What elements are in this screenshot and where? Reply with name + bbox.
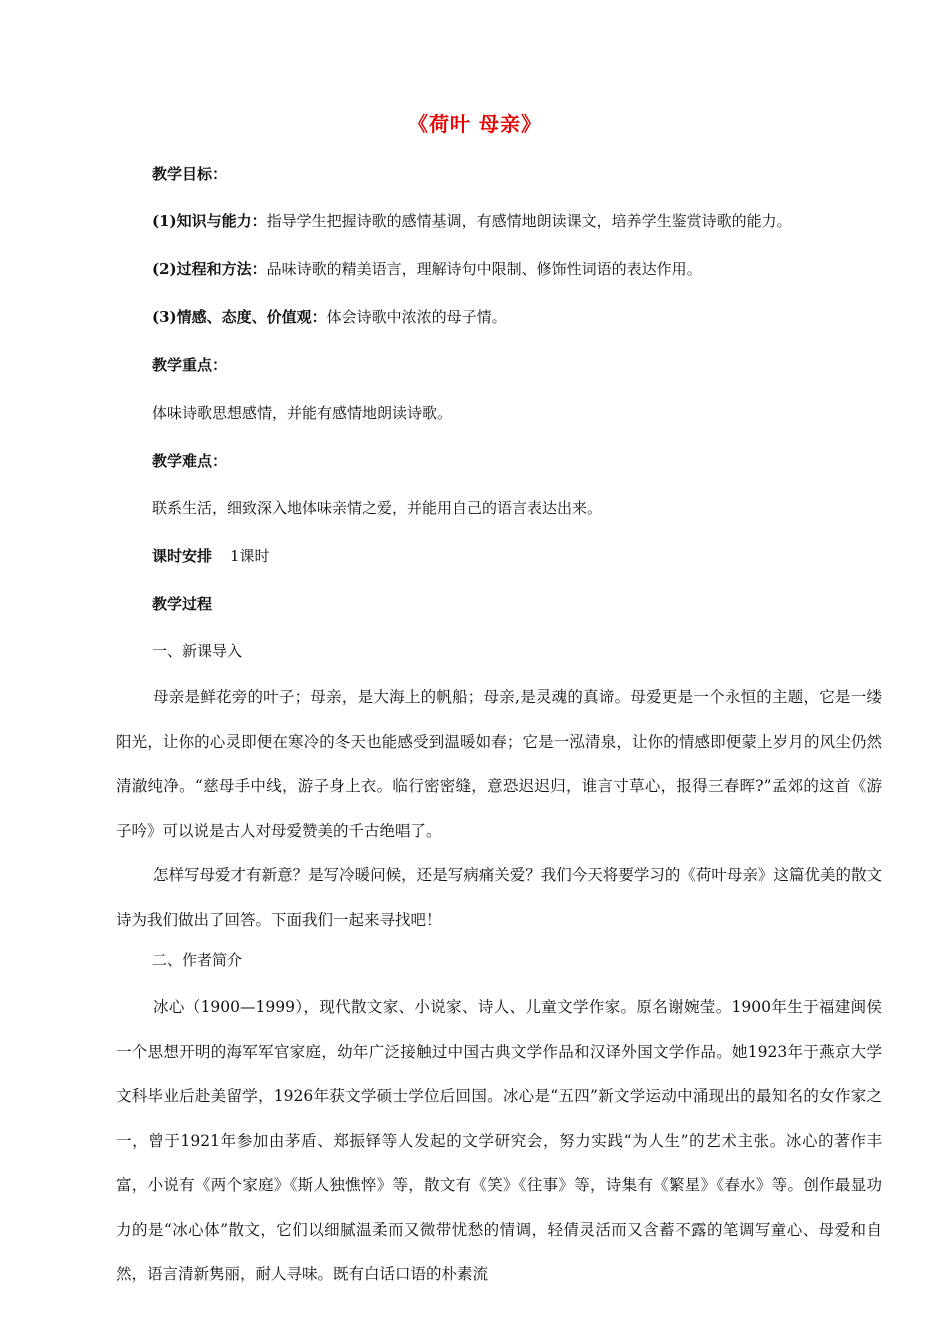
schedule-row [152, 545, 270, 566]
difficulties-heading: 教学难点： [152, 452, 228, 470]
objective-item-3 [152, 306, 507, 327]
document-title: 《荷叶 母亲》 [408, 112, 542, 136]
objective-label: (1)知识与能力： [152, 212, 267, 230]
key-points-text: 体味诗歌思想感情，并能有感情地朗读诗歌。 [152, 404, 453, 422]
key-points-heading: 教学重点： [152, 356, 228, 374]
objectives-heading: 教学目标： [152, 165, 228, 183]
process-heading: 教学过程 [152, 595, 213, 613]
difficulties-text: 联系生活，细致深入地体味亲情之爱，并能用自己的语言表达出来。 [152, 499, 603, 517]
schedule-label: 课时安排 [152, 547, 213, 565]
section-heading-author: 二、作者简介 [152, 951, 243, 969]
intro-paragraph-1: 母亲是鲜花旁的叶子；母亲，是大海上的帆船；母亲,是灵魂的真谛。母爱更是一个永恒的主题，它是一缕阳光，让你的心灵即便在寒冷的冬天也能感受到温暖如春；它是一泓清泉，让你的情感即便蒙上岁月的风尘仍然清澈纯净。“慈母手中线，游子身上衣。临行密密缝，意恐迟迟归，谁言寸草心，报得三春晖?”孟郊的这首《游子吟》可以说是古人对母爱赞美的千古绝唱了。 [116, 688, 882, 840]
section-heading-intro: 一、新课导入 [152, 642, 243, 660]
objective-text: 体会诗歌中浓浓的母子情。 [326, 308, 507, 326]
author-paragraph: 冰心（1900—1999），现代散文家、小说家、诗人、儿童文学作家。原名谢婉莹。1900年生于福建闽侯一个思想开明的海军军官家庭，幼年广泛接触过中国古典文学作品和汉译外国文学作品。她1923年于燕京大学文科毕业后赴美留学，1926年获文学硕士学位后回国。冰心是“五四”新文学运动中涌现出的最知名的女作家之一，曾于1921年参加由茅盾、郑振铎等人发起的文学研究会，努力实践“为人生”的艺术主张。冰心的著作丰富，小说有《两个家庭》《斯人独憔悴》等，散文有《笑》《往事》等，诗集有《繁星》《春水》等。创作最显功力的是“冰心体”散文，它们以细腻温柔而又微带忧愁的情调，轻倩灵活而又含蓄不露的笔调写童心、母爱和自然，语言清新隽丽，耐人寻味。既有白话口语的朴素流 [116, 998, 882, 1283]
objective-text: 指导学生把握诗歌的感情基调，有感情地朗读课文，培养学生鉴赏诗歌的能力。 [266, 212, 792, 230]
objective-item-1 [152, 210, 792, 231]
objective-item-2 [152, 258, 702, 279]
objective-text: 品味诗歌的精美语言，理解诗句中限制、修饰性词语的表达作用。 [266, 260, 702, 278]
objective-label: (3)情感、态度、价值观： [152, 308, 327, 326]
objective-label: (2)过程和方法： [152, 260, 267, 278]
intro-paragraph-2: 怎样写母爱才有新意？是写冷暖问候，还是写病痛关爱？我们今天将要学习的《荷叶母亲》这篇优美的散文诗为我们做出了回答。下面我们一起来寻找吧！ [116, 866, 882, 929]
schedule-value: 1课时 [230, 547, 270, 565]
